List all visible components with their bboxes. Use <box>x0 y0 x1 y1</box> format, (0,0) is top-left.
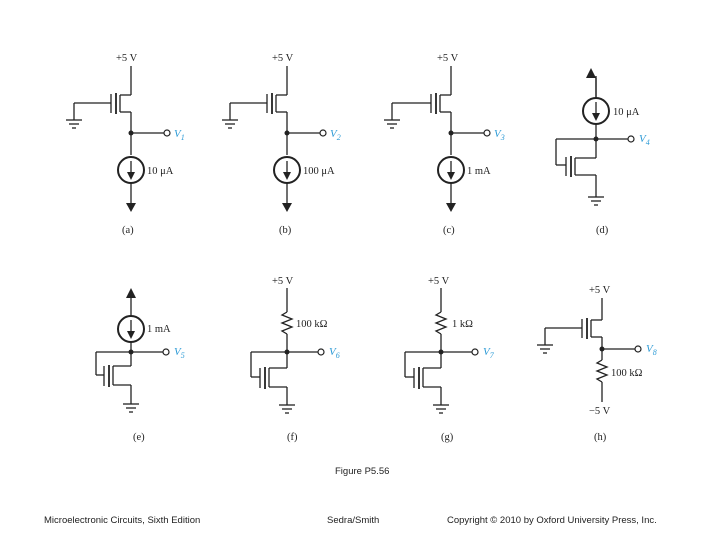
resistor-label-f: 100 kΩ <box>296 319 328 330</box>
circuit-g <box>405 276 495 443</box>
source-label-d: 10 μA <box>613 107 640 118</box>
footer-copyright: Copyright © 2010 by Oxford University Press, Inc. <box>447 515 657 526</box>
caption-d: (d) <box>596 225 609 236</box>
figure-label: Figure P5.56 <box>335 466 390 477</box>
resistor-label-h: 100 kΩ <box>611 368 643 379</box>
circuit-c <box>384 53 505 236</box>
circuit-e <box>96 288 185 443</box>
circuit-a <box>66 53 185 236</box>
source-label-a: 10 μA <box>147 166 174 177</box>
caption-f: (f) <box>287 432 298 443</box>
caption-e: (e) <box>133 432 145 443</box>
node-label-a: $V_1$ <box>174 128 185 142</box>
supply-label-h: +5 V <box>589 285 611 296</box>
source-label-e: 1 mA <box>147 324 171 335</box>
circuit-h <box>537 285 657 443</box>
caption-h: (h) <box>594 432 607 443</box>
node-label-h: $V_8$ <box>646 343 657 357</box>
supply-label-c: +5 V <box>437 53 459 64</box>
node-label-c: $V_3$ <box>494 128 505 142</box>
circuit-f <box>251 276 340 443</box>
supply-label-g: +5 V <box>428 276 450 287</box>
caption-g: (g) <box>441 432 454 443</box>
supply-label-f: +5 V <box>272 276 294 287</box>
circuit-b <box>222 53 341 236</box>
supply-label-b: +5 V <box>272 53 294 64</box>
caption-a: (a) <box>122 225 134 236</box>
node-label-g: $V_7$ <box>483 346 494 360</box>
supply-label-a: +5 V <box>116 53 138 64</box>
circuit-d <box>556 68 650 236</box>
node-label-e: $V_5$ <box>174 346 185 360</box>
node-label-b: $V_2$ <box>330 128 341 142</box>
negative-supply-label-h: −5 V <box>589 406 611 417</box>
node-label-f: $V_6$ <box>329 346 340 360</box>
source-label-b: 100 μA <box>303 166 335 177</box>
resistor-label-g: 1 kΩ <box>452 319 473 330</box>
node-label-d: $V_4$ <box>639 133 650 147</box>
source-label-c: 1 mA <box>467 166 491 177</box>
footer-book-title: Microelectronic Circuits, Sixth Edition <box>44 515 201 526</box>
caption-b: (b) <box>279 225 292 236</box>
caption-c: (c) <box>443 225 455 236</box>
footer-authors: Sedra/Smith <box>327 515 380 526</box>
